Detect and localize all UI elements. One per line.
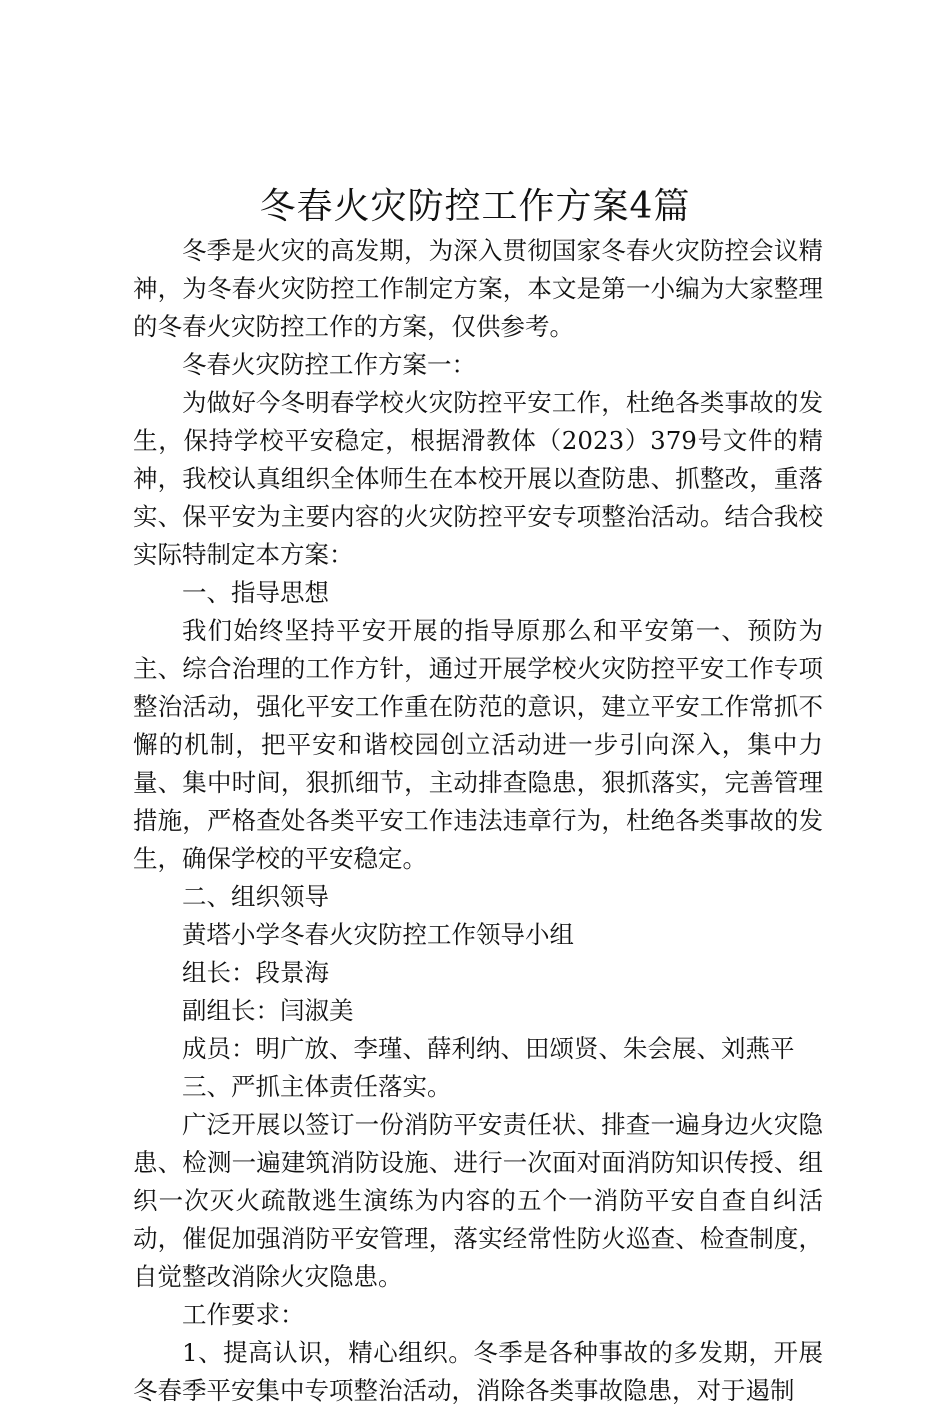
document-body bbox=[133, 232, 823, 1410]
section-heading-guiding-thought: 一、指导思想 bbox=[182, 578, 329, 607]
paragraph-requirement-one: 1、提高认识，精心组织。冬季是各种事故的多发期，开展冬春季平安集中专项整治活动，消除各类事故隐患，对于遏制 bbox=[133, 1338, 823, 1405]
paragraph-plan-one-heading: 冬春火灾防控工作方案一： bbox=[182, 350, 476, 379]
paragraph-guiding-thought: 我们始终坚持平安开展的指导原那么和平安第一、预防为主、综合治理的工作方针，通过开展学校火灾防控平安工作专项整治活动，强化平安工作重在防范的意识，建立平安工作常抓不懈的机制，把平安和谐校园创立活动进一步引向深入，集中力量、集中时间，狠抓细节，主动排查隐患，狠抓落实，完善管理措施，严格查处各类平安工作违法违章行为，杜绝各类事故的发生，确保学校的平安稳定。 bbox=[133, 616, 823, 873]
section-heading-responsibility: 三、严抓主体责任落实。 bbox=[182, 1072, 452, 1101]
paragraph-responsibility: 广泛开展以签订一份消防平安责任状、排查一遍身边火灾隐患、检测一遍建筑消防设施、进行一次面对面消防知识传授、组织一次灭火疏散逃生演练为内容的五个一消防平安自查自纠活动，催促加强消防平安管理，落实经常性防火巡查、检查制度，自觉整改消除火灾隐患。 bbox=[133, 1110, 823, 1291]
section-heading-organization: 二、组织领导 bbox=[182, 882, 329, 911]
paragraph-members: 成员：明广放、李瑾、薛利纳、田颂贤、朱会展、刘燕平 bbox=[182, 1034, 795, 1063]
paragraph-leading-group: 黄塔小学冬春火灾防控工作领导小组 bbox=[182, 920, 574, 949]
paragraph-group-leader: 组长：段景海 bbox=[182, 958, 329, 987]
document-title: 冬春火灾防控工作方案4篇 bbox=[259, 186, 691, 227]
paragraph-intro: 冬季是火灾的高发期，为深入贯彻国家冬春火灾防控会议精神，为冬春火灾防控工作制定方案，本文是第一小编为大家整理的冬春火灾防控工作的方案，仅供参考。 bbox=[133, 236, 823, 341]
paragraph-deputy-leader: 副组长：闫淑美 bbox=[182, 996, 354, 1025]
section-heading-work-requirements: 工作要求： bbox=[182, 1300, 305, 1329]
paragraph-plan-one-purpose: 为做好今冬明春学校火灾防控平安工作，杜绝各类事故的发生，保持学校平安稳定，根据滑教体（2023）379号文件的精神，我校认真组织全体师生在本校开展以查防患、抓整改，重落实、保平安为主要内容的火灾防控平安专项整治活动。结合我校实际特制定本方案： bbox=[133, 388, 823, 569]
